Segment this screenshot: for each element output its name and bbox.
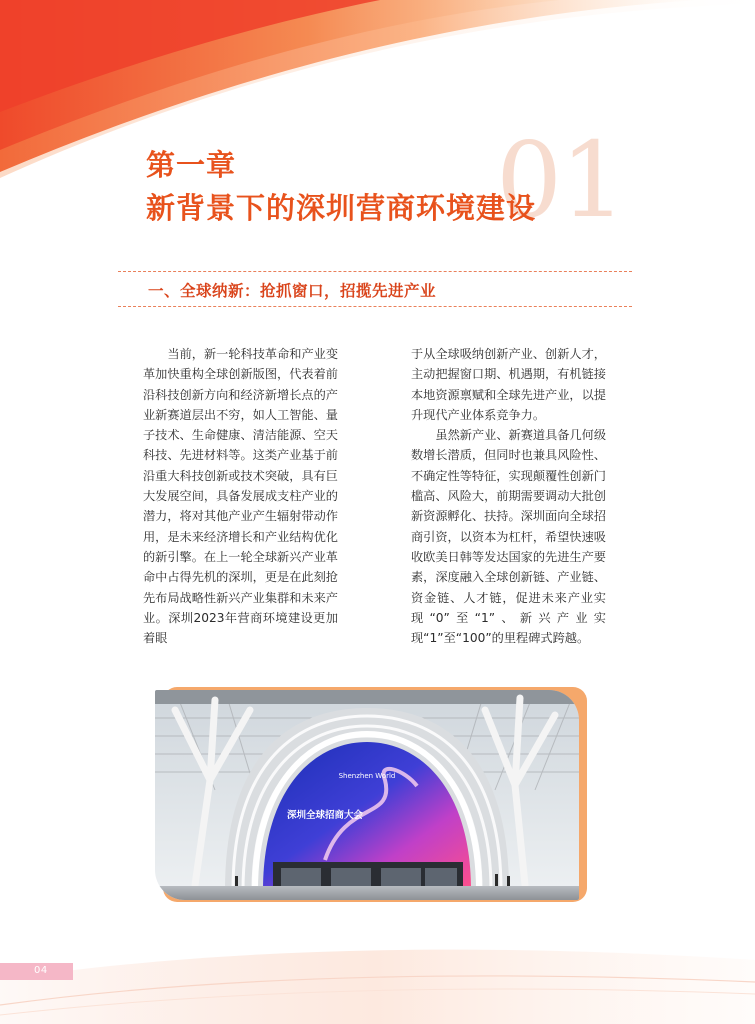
- section-divider-top: [118, 271, 632, 272]
- body-paragraph: 于从全球吸纳创新产业、创新人才，主动把握窗口期、机遇期，有机链接本地资源禀赋和全球先进产业，以提升现代产业体系竞争力。: [411, 347, 606, 422]
- venue-logo-text: Shenzhen World: [338, 772, 396, 780]
- chapter-label: 第一章: [146, 148, 237, 182]
- body-column-right: [411, 344, 606, 648]
- section-divider-bottom: [118, 306, 632, 307]
- chapter-title: 新背景下的深圳营商环境建设: [146, 191, 537, 225]
- body-paragraph: 当前，新一轮科技革命和产业变革加快重构全球创新版图，代表着前沿科技创新方向和经济新增长点的产业新赛道层出不穷，如人工智能、量子技术、生命健康、清洁能源、空天科技、先进材料等。这类产业基于前沿重大科技创新或技术突破，具有巨大发展空间，具备发展成支柱产业的潜力，将对其他产业产生辐射带动作用，是未来经济增长和产业结构优化的新引擎。在上一轮全球新兴产业革命中占得先机的深圳，更是在此刻抢先布局战略性新兴产业集群和未来产业。深圳2023年营商环境建设更加着眼: [143, 347, 339, 646]
- chapter-number-watermark: 01: [496, 119, 625, 241]
- body-column-left: [143, 344, 338, 648]
- banner-title-text: 深圳全球招商大会: [287, 810, 364, 821]
- screen-logo: [339, 772, 396, 780]
- venue-photo: [155, 690, 579, 900]
- footer-wave-decoration: [0, 920, 755, 1024]
- page-number: 04: [34, 965, 48, 976]
- section-heading: 一、全球纳新：抢抓窗口，招揽先进产业: [148, 282, 437, 300]
- body-paragraph: 虽然新产业、新赛道具备几何级数增长潜质，但同时也兼具风险性、不确定性等特征，实现颠覆性创新门槛高、风险大，前期需要调动大批创新资源孵化、扶持。深圳面向全球招商引资，以资本为杠杆，希望快速吸收欧美日韩等发达国家的先进生产要素，深度融入全球创新链、产业链、资金链、人才链，促进未来产业实现“0”至“1”、新兴产业实现“1”至“100”的里程碑式跨越。: [411, 428, 607, 646]
- header-swoosh-decoration: [0, 0, 755, 190]
